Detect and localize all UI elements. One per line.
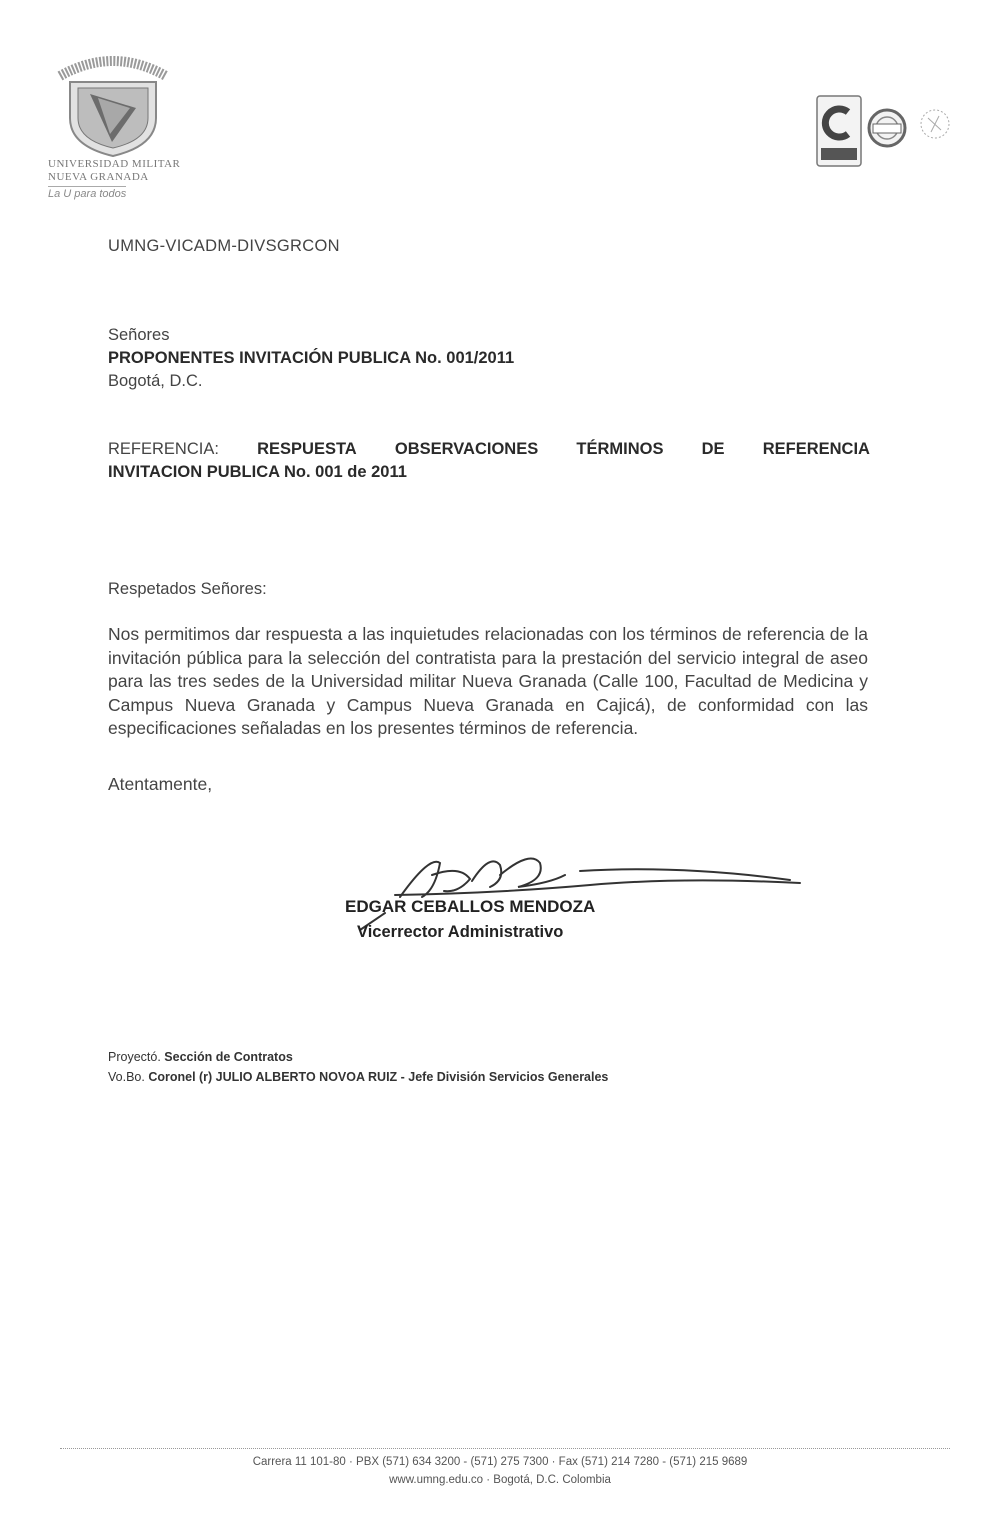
approval-value: Coronel (r) JULIO ALBERTO NOVOA RUIZ - Jefe División Servicios Generales <box>148 1070 609 1084</box>
university-shield-icon <box>48 48 178 158</box>
closing: Atentamente, <box>108 774 213 794</box>
recipient-salutation: Señores <box>108 326 170 344</box>
reference-line-1 <box>108 438 870 461</box>
footer-address: Carrera 11 101-80 · PBX (571) 634 3200 - (571) 275 7300 · Fax (571) 214 7280 - (571) 215 9689 <box>252 1456 748 1468</box>
footer-web: www.umng.edu.co · Bogotá, D.C. Colombia <box>389 1474 611 1486</box>
reference-block <box>108 438 870 484</box>
approval-note <box>108 1070 608 1084</box>
signer-title: Vicerrector Administrativo <box>357 923 564 941</box>
reference-word-1: RESPUESTA <box>257 440 357 458</box>
reference-label: REFERENCIA: <box>108 440 219 458</box>
certification-badges <box>815 92 965 182</box>
logo-line-1: UNIVERSIDAD MILITAR <box>48 158 181 170</box>
project-label: Proyectó. <box>108 1050 161 1064</box>
reference-line-2: INVITACION PUBLICA No. 001 de 2011 <box>108 463 407 481</box>
project-value: Sección de Contratos <box>164 1050 293 1064</box>
reference-word-4: DE <box>701 440 725 458</box>
reference-word-5: REFERENCIA <box>762 440 870 458</box>
logo-line-2: NUEVA GRANADA <box>48 171 149 183</box>
certification-seals-icon <box>815 92 965 182</box>
recipient-name: PROPONENTES INVITACIÓN PUBLICA No. 001/2011 <box>108 349 515 367</box>
recipient-city: Bogotá, D.C. <box>108 372 203 390</box>
reference-code: UMNG-VICADM-DIVSGRCON <box>108 237 340 255</box>
footer-divider <box>60 1448 950 1449</box>
signer-name: EDGAR CEBALLOS MENDOZA <box>345 897 596 916</box>
university-logo <box>48 48 184 218</box>
reference-word-2: OBSERVACIONES <box>394 440 539 458</box>
body-paragraph: Nos permitimos dar respuesta a las inquietudes relacionadas con los términos de referencia de la invitación pública para la selección del contratista para la prestación del servicio integral de aseo para las tres sedes de la Universidad militar Nueva Granada (Calle 100, Facultad de Medicina y Campus Nueva Granada y Campus Nueva Granada en Cajicá), de conformidad con las especificaciones señaladas en los presentes términos de referencia. <box>108 624 868 738</box>
logo-slogan: La U para todos <box>48 188 127 200</box>
project-note <box>108 1050 293 1064</box>
greeting: Respetados Señores: <box>108 580 267 598</box>
approval-label: Vo.Bo. <box>108 1070 145 1084</box>
reference-word-3: TÉRMINOS <box>576 440 664 458</box>
